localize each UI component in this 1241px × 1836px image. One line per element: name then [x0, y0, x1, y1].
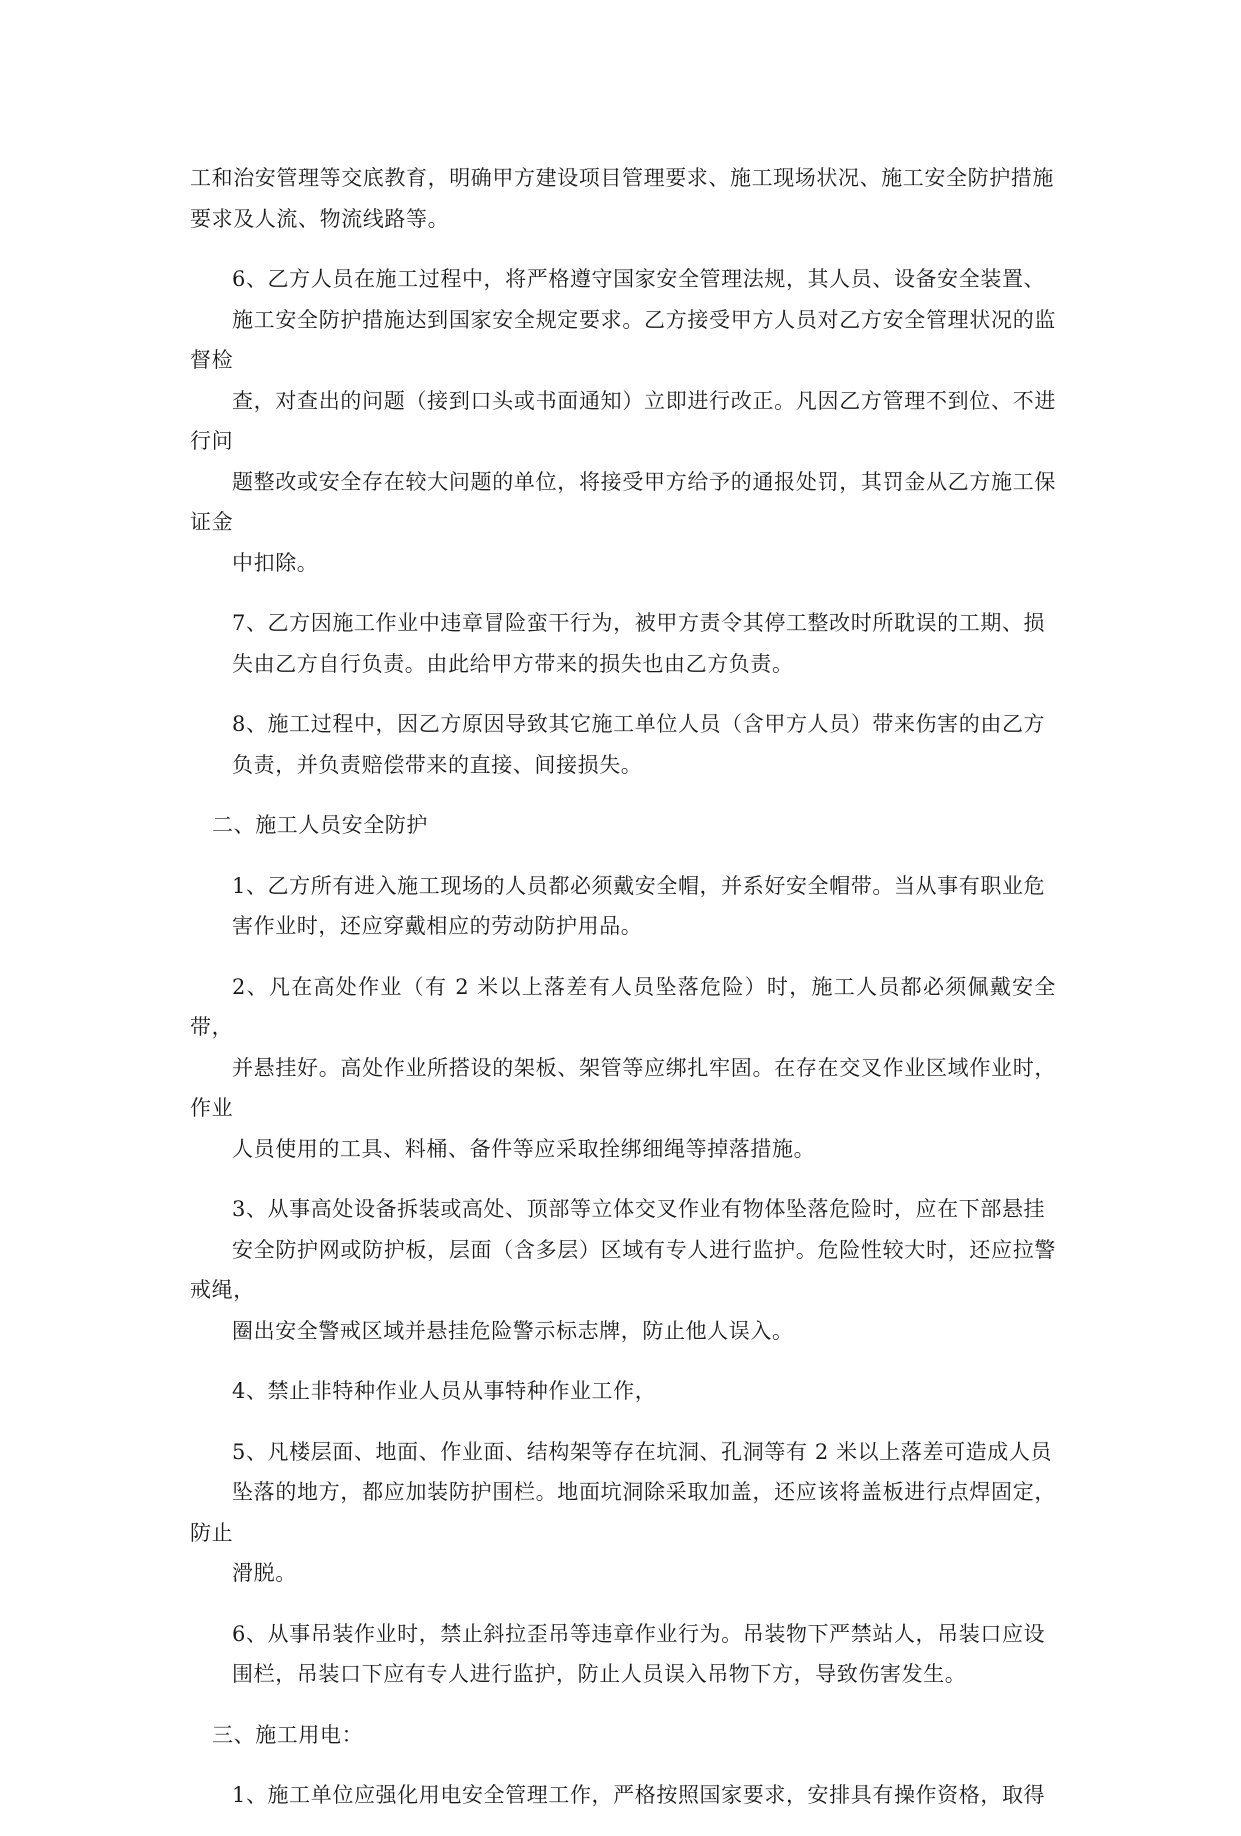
text-line: 滑脱。: [232, 1561, 297, 1585]
text-line: 8、施工过程中，因乙方原因导致其它施工单位人员（含甲方人员）带来伤害的由乙方: [232, 712, 1046, 736]
text-line: 圈出安全警戒区域并悬挂危险警示标志牌，防止他人误入。: [232, 1318, 794, 1343]
paragraph: [190, 1189, 1056, 1351]
text-line: 害作业时，还应穿戴相应的劳动防护用品。: [232, 914, 643, 938]
text-line: 中扣除。: [232, 550, 319, 575]
section-heading: [190, 1715, 1056, 1756]
text-line: 失由乙方自行负责。由此给甲方带来的损失也由乙方负责。: [232, 651, 794, 676]
text-line: 6、从事吊装作业时，禁止斜拉歪吊等违章作业行为。吊装物下严禁站人，吊装口应设: [232, 1621, 1046, 1646]
text-line: 7、乙方因施工作业中违章冒险蛮干行为，被甲方责令其停工整改时所耽误的工期、损: [232, 611, 1046, 635]
section-heading: [190, 805, 1056, 846]
text-line: 并悬挂好。高处作业所搭设的架板、架管等应绑扎牢固。在存在交叉作业区域作业时，作业: [190, 1055, 1056, 1120]
paragraph: [190, 704, 1056, 785]
text-line: 安全防护网或防护板，层面（含多层）区域有专人进行监护。危险性较大时，还应拉警戒绳，: [190, 1237, 1056, 1302]
text-line: 围栏，吊装口下应有专人进行监护，防止人员误入吊物下方，导致伤害发生。: [232, 1662, 967, 1686]
text-line: 要求及人流、物流线路等。: [190, 206, 450, 231]
text-line: 题整改或安全存在较大问题的单位，将接受甲方给予的通报处罚，其罚金从乙方施工保证金: [190, 469, 1056, 534]
text-line: 工和治安管理等交底教育，明确甲方建设项目管理要求、施工现场状况、施工安全防护措施: [190, 166, 1054, 190]
text-line: 坠落的地方，都应加装防护围栏。地面坑洞除采取加盖，还应该将盖板进行点焊固定，防止: [190, 1480, 1056, 1545]
text-line: 负责，并负责赔偿带来的直接、间接损失。: [232, 752, 643, 777]
text-line: 人员使用的工具、料桶、备件等应采取拴绑细绳等掉落措施。: [232, 1136, 816, 1161]
paragraph: [190, 866, 1056, 947]
text-line: 2、凡在高处作业（有 2 米以上落差有人员坠落危险）时，施工人员都必须佩戴安全带，: [190, 974, 1056, 1039]
paragraph: [190, 603, 1056, 684]
text-line: 查，对查出的问题（接到口头或书面通知）立即进行改正。凡因乙方管理不到位、不进行问: [190, 388, 1056, 453]
paragraph: [190, 259, 1056, 583]
text-line: 二、施工人员安全防护: [212, 813, 428, 837]
paragraph: [190, 1432, 1056, 1594]
paragraph: [190, 1614, 1056, 1695]
text-line: 6、乙方人员在施工过程中，将严格遵守国家安全管理法规，其人员、设备安全装置、: [232, 267, 1046, 291]
paragraph: [190, 1371, 1056, 1412]
paragraph: [190, 158, 1056, 239]
document-page: [190, 158, 1056, 1836]
text-line: 1、施工单位应强化用电安全管理工作，严格按照国家要求，安排具有操作资格，取得: [232, 1783, 1046, 1807]
text-line: 三、施工用电：: [212, 1722, 364, 1747]
paragraph: [190, 967, 1056, 1170]
paragraph: [190, 1775, 1056, 1816]
text-line: 1、乙方所有进入施工现场的人员都必须戴安全帽，并系好安全帽带。当从事有职业危: [232, 873, 1046, 898]
text-line: 5、凡楼层面、地面、作业面、结构架等存在坑洞、孔洞等有 2 米以上落差可造成人员: [232, 1439, 1053, 1464]
text-line: 3、从事高处设备拆装或高处、顶部等立体交叉作业有物体坠落危险时，应在下部悬挂: [232, 1197, 1046, 1221]
text-line: 4、禁止非特种作业人员从事特种作业工作，: [232, 1379, 657, 1403]
text-line: 施工安全防护措施达到国家安全规定要求。乙方接受甲方人员对乙方安全管理状况的监督检: [190, 307, 1056, 372]
